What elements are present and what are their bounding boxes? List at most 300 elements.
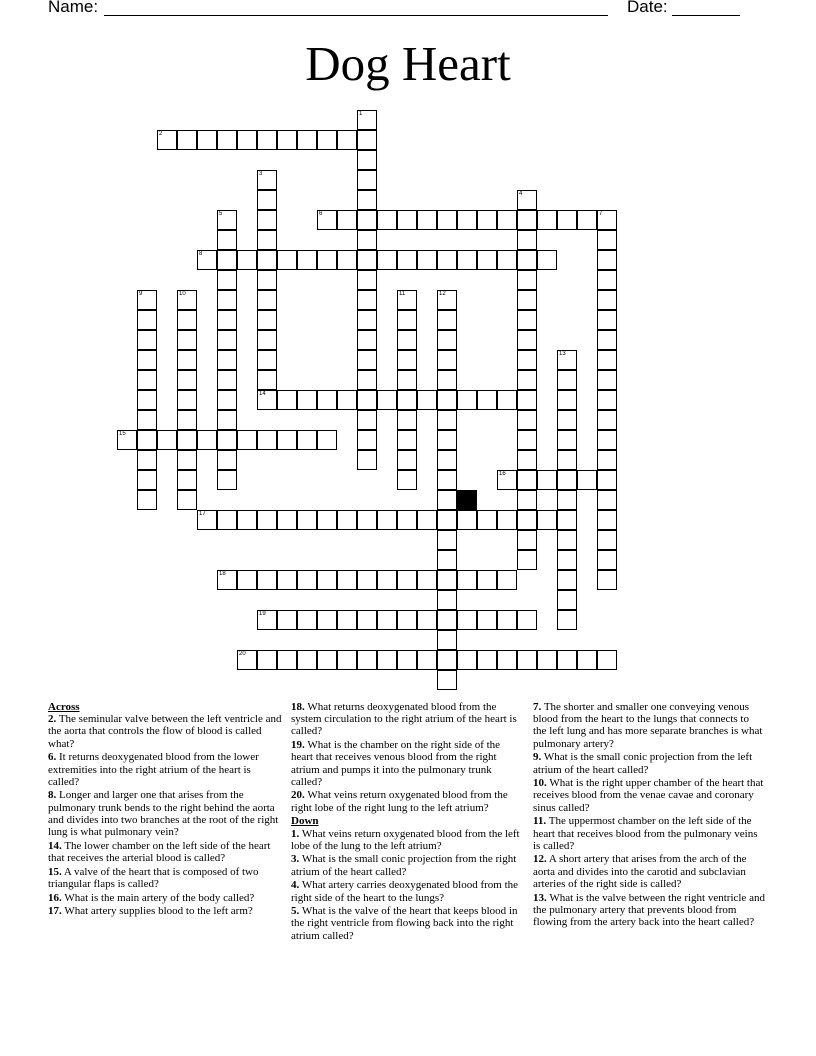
grid-cell[interactable] xyxy=(217,290,237,310)
grid-cell[interactable] xyxy=(137,430,157,450)
clue-number: 6. xyxy=(48,751,57,764)
down-clue xyxy=(533,853,765,890)
grid-cell[interactable] xyxy=(297,430,317,450)
grid-cell[interactable] xyxy=(357,450,377,470)
grid-cell[interactable] xyxy=(537,250,557,270)
clue-text: What veins return oxygenated blood from the right lobe of the right lung to the left atrium? xyxy=(291,789,508,814)
clue-text: What artery supplies blood to the left arm? xyxy=(64,905,253,918)
clue-text: What returns deoxygenated blood from the system circulation to the right atrium of the heart is called? xyxy=(291,701,517,738)
grid-cell[interactable] xyxy=(597,490,617,510)
grid-cell[interactable] xyxy=(537,650,557,670)
grid-cell[interactable] xyxy=(437,210,457,230)
grid-cell[interactable] xyxy=(277,390,297,410)
clue-number-label: 6 xyxy=(319,211,323,217)
grid-cell[interactable] xyxy=(517,210,537,230)
grid-cell[interactable] xyxy=(437,630,457,650)
grid-cell[interactable] xyxy=(597,350,617,370)
grid-cell[interactable] xyxy=(377,510,397,530)
grid-cell[interactable] xyxy=(397,350,417,370)
grid-cell[interactable] xyxy=(437,410,457,430)
grid-cell[interactable] xyxy=(397,650,417,670)
grid-cell[interactable] xyxy=(517,490,537,510)
grid-cell[interactable] xyxy=(377,570,397,590)
grid-cell[interactable] xyxy=(177,470,197,490)
grid-cell[interactable] xyxy=(217,390,237,410)
grid-cell[interactable] xyxy=(357,390,377,410)
grid-cell[interactable] xyxy=(257,510,277,530)
grid-cell[interactable] xyxy=(517,230,537,250)
grid-cell[interactable] xyxy=(557,510,577,530)
clue-text: What is the valve of the heart that keeps blood in the right ventricle from flowing back into the right atrium called? xyxy=(291,905,518,942)
grid-cell[interactable] xyxy=(517,650,537,670)
grid-cell[interactable] xyxy=(517,510,537,530)
grid-cell[interactable] xyxy=(437,290,457,310)
grid-cell[interactable] xyxy=(237,510,257,530)
grid-cell[interactable] xyxy=(597,570,617,590)
grid-cell[interactable] xyxy=(257,170,277,190)
grid-cell[interactable] xyxy=(597,470,617,490)
grid-cell[interactable] xyxy=(237,130,257,150)
clue-text: What is the valve between the right ventricle and the pulmonary artery that prevents blood from flowing from the artery back into the heart called? xyxy=(533,891,765,928)
grid-cell[interactable] xyxy=(257,330,277,350)
grid-cell[interactable] xyxy=(577,210,597,230)
clue-number: 3. xyxy=(291,853,300,866)
grid-cell[interactable] xyxy=(437,530,457,550)
grid-cell[interactable] xyxy=(417,210,437,230)
grid-cell[interactable] xyxy=(177,310,197,330)
grid-cell[interactable] xyxy=(297,610,317,630)
grid-cell[interactable] xyxy=(277,510,297,530)
grid-cell[interactable] xyxy=(317,430,337,450)
grid-cell[interactable] xyxy=(417,250,437,270)
grid-cell[interactable] xyxy=(217,330,237,350)
grid-cell[interactable] xyxy=(257,370,277,390)
grid-cell[interactable] xyxy=(557,490,577,510)
grid-cell[interactable] xyxy=(137,310,157,330)
grid-cell[interactable] xyxy=(217,370,237,390)
grid-cell[interactable] xyxy=(357,310,377,330)
grid-cell[interactable] xyxy=(577,470,597,490)
grid-cell[interactable] xyxy=(177,450,197,470)
grid-cell[interactable] xyxy=(397,310,417,330)
grid-cell[interactable] xyxy=(357,230,377,250)
grid-cell[interactable] xyxy=(237,570,257,590)
across-heading: Across xyxy=(48,701,80,713)
grid-cell[interactable] xyxy=(597,650,617,670)
grid-cell[interactable] xyxy=(497,570,517,590)
grid-cell[interactable] xyxy=(437,350,457,370)
grid-cell[interactable] xyxy=(417,610,437,630)
grid-cell[interactable] xyxy=(317,130,337,150)
grid-cell[interactable] xyxy=(157,430,177,450)
grid-cell[interactable] xyxy=(337,570,357,590)
grid-cell[interactable] xyxy=(537,470,557,490)
grid-cell[interactable] xyxy=(457,510,477,530)
grid-cell[interactable] xyxy=(557,610,577,630)
grid-cell[interactable] xyxy=(357,330,377,350)
grid-cell[interactable] xyxy=(557,430,577,450)
clue-number: 1. xyxy=(291,827,300,840)
grid-cell[interactable] xyxy=(497,470,517,490)
grid-cell[interactable] xyxy=(177,410,197,430)
grid-cell[interactable] xyxy=(297,570,317,590)
grid-cell[interactable] xyxy=(557,370,577,390)
grid-cell[interactable] xyxy=(497,610,517,630)
grid-cell[interactable] xyxy=(317,570,337,590)
grid-cell[interactable] xyxy=(257,290,277,310)
grid-cell[interactable] xyxy=(437,430,457,450)
grid-cell[interactable] xyxy=(257,390,277,410)
grid-cell[interactable] xyxy=(257,250,277,270)
grid-cell[interactable] xyxy=(497,510,517,530)
grid-cell[interactable] xyxy=(337,130,357,150)
grid-cell[interactable] xyxy=(357,110,377,130)
grid-cell[interactable] xyxy=(257,130,277,150)
clue-number: 13. xyxy=(533,891,547,904)
grid-cell[interactable] xyxy=(437,670,457,690)
grid-cell[interactable] xyxy=(337,250,357,270)
grid-cell[interactable] xyxy=(477,510,497,530)
grid-cell[interactable] xyxy=(557,450,577,470)
grid-cell[interactable] xyxy=(557,650,577,670)
grid-cell[interactable] xyxy=(517,310,537,330)
grid-cell[interactable] xyxy=(357,270,377,290)
grid-cell[interactable] xyxy=(337,650,357,670)
grid-cell[interactable] xyxy=(377,250,397,270)
grid-cell[interactable] xyxy=(517,410,537,430)
grid-cell[interactable] xyxy=(137,370,157,390)
grid-cell[interactable] xyxy=(437,590,457,610)
grid-cell[interactable] xyxy=(557,570,577,590)
grid-cell[interactable] xyxy=(597,290,617,310)
grid-cell[interactable] xyxy=(437,650,457,670)
grid-cell[interactable] xyxy=(477,210,497,230)
grid-cell[interactable] xyxy=(337,610,357,630)
grid-cell[interactable] xyxy=(517,350,537,370)
grid-cell[interactable] xyxy=(357,650,377,670)
grid-cell[interactable] xyxy=(277,610,297,630)
grid-cell[interactable] xyxy=(217,310,237,330)
grid-cell[interactable] xyxy=(397,330,417,350)
grid-cell[interactable] xyxy=(597,370,617,390)
grid-cell[interactable] xyxy=(517,470,537,490)
grid-cell[interactable] xyxy=(317,650,337,670)
grid-cell[interactable] xyxy=(397,250,417,270)
grid-cell[interactable] xyxy=(397,470,417,490)
grid-cell[interactable] xyxy=(357,610,377,630)
grid-cell[interactable] xyxy=(597,530,617,550)
grid-cell[interactable] xyxy=(117,430,137,450)
grid-cell[interactable] xyxy=(397,510,417,530)
grid-cell[interactable] xyxy=(317,390,337,410)
grid-cell[interactable] xyxy=(237,650,257,670)
clue-number: 5. xyxy=(291,905,300,918)
grid-cell[interactable] xyxy=(597,230,617,250)
grid-cell[interactable] xyxy=(437,610,457,630)
grid-cell[interactable] xyxy=(357,150,377,170)
grid-cell[interactable] xyxy=(457,650,477,670)
grid-cell[interactable] xyxy=(337,510,357,530)
grid-cell[interactable] xyxy=(517,530,537,550)
grid-cell[interactable] xyxy=(597,330,617,350)
grid-cell[interactable] xyxy=(237,430,257,450)
grid-cell[interactable] xyxy=(137,390,157,410)
grid-cell[interactable] xyxy=(277,650,297,670)
grid-cell[interactable] xyxy=(177,290,197,310)
grid-cell[interactable] xyxy=(397,430,417,450)
grid-cell[interactable] xyxy=(457,250,477,270)
grid-cell[interactable] xyxy=(217,230,237,250)
grid-cell[interactable] xyxy=(297,250,317,270)
grid-cell[interactable] xyxy=(557,210,577,230)
grid-cell[interactable] xyxy=(177,130,197,150)
grid-cell[interactable] xyxy=(357,410,377,430)
grid-cell[interactable] xyxy=(517,290,537,310)
clue-number: 9. xyxy=(533,751,542,764)
grid-cell[interactable] xyxy=(497,650,517,670)
grid-cell[interactable] xyxy=(537,210,557,230)
clues-column-3 xyxy=(533,701,765,930)
grid-cell[interactable] xyxy=(317,250,337,270)
grid-cell[interactable] xyxy=(217,210,237,230)
grid-cell[interactable] xyxy=(377,210,397,230)
grid-cell[interactable] xyxy=(257,610,277,630)
grid-cell[interactable] xyxy=(397,290,417,310)
grid-cell[interactable] xyxy=(477,570,497,590)
clue-number-label: 12 xyxy=(439,291,446,297)
grid-cell[interactable] xyxy=(497,390,517,410)
grid-cell[interactable] xyxy=(457,390,477,410)
grid-cell[interactable] xyxy=(197,510,217,530)
grid-cell[interactable] xyxy=(277,250,297,270)
page-title: Dog Heart xyxy=(305,36,511,91)
grid-cell[interactable] xyxy=(357,250,377,270)
grid-cell[interactable] xyxy=(557,550,577,570)
grid-cell[interactable] xyxy=(337,210,357,230)
grid-cell[interactable] xyxy=(557,470,577,490)
grid-cell[interactable] xyxy=(277,130,297,150)
grid-cell[interactable] xyxy=(437,310,457,330)
grid-cell[interactable] xyxy=(517,550,537,570)
grid-cell[interactable] xyxy=(177,430,197,450)
grid-cell[interactable] xyxy=(437,570,457,590)
grid-cell[interactable] xyxy=(257,650,277,670)
grid-cell[interactable] xyxy=(437,470,457,490)
grid-cell[interactable] xyxy=(397,610,417,630)
grid-cell[interactable] xyxy=(377,610,397,630)
grid-cell[interactable] xyxy=(357,570,377,590)
grid-cell[interactable] xyxy=(477,610,497,630)
grid-cell[interactable] xyxy=(477,650,497,670)
grid-cell[interactable] xyxy=(517,610,537,630)
grid-cell[interactable] xyxy=(357,350,377,370)
grid-cell[interactable] xyxy=(517,270,537,290)
grid-cell[interactable] xyxy=(217,250,237,270)
grid-cell[interactable] xyxy=(277,430,297,450)
grid-cell[interactable] xyxy=(397,370,417,390)
grid-cell[interactable] xyxy=(597,550,617,570)
grid-cell[interactable] xyxy=(197,430,217,450)
grid-cell[interactable] xyxy=(537,510,557,530)
grid-cell[interactable] xyxy=(437,330,457,350)
grid-cell[interactable] xyxy=(157,130,177,150)
grid-cell[interactable] xyxy=(377,650,397,670)
across-clue xyxy=(48,866,282,890)
grid-cell[interactable] xyxy=(597,270,617,290)
grid-cell[interactable] xyxy=(357,430,377,450)
clue-number-label: 11 xyxy=(399,291,406,297)
grid-cell[interactable] xyxy=(597,310,617,330)
grid-cell[interactable] xyxy=(437,390,457,410)
clue-text: What veins return oxygenated blood from the left lobe of the lung to the left atrium? xyxy=(291,827,520,852)
grid-cell[interactable] xyxy=(377,390,397,410)
clue-number: 2. xyxy=(48,713,57,726)
grid-cell[interactable] xyxy=(357,190,377,210)
grid-cell[interactable] xyxy=(257,230,277,250)
grid-cell[interactable] xyxy=(357,510,377,530)
grid-cell[interactable] xyxy=(597,250,617,270)
grid-cell[interactable] xyxy=(257,310,277,330)
grid-cell[interactable] xyxy=(557,590,577,610)
grid-cell[interactable] xyxy=(357,170,377,190)
grid-cell[interactable] xyxy=(437,550,457,570)
grid-cell[interactable] xyxy=(297,510,317,530)
grid-cell[interactable] xyxy=(397,570,417,590)
grid-cell[interactable] xyxy=(497,250,517,270)
clue-number: 8. xyxy=(48,789,57,802)
grid-cell[interactable] xyxy=(597,450,617,470)
grid-cell[interactable] xyxy=(357,210,377,230)
grid-cell[interactable] xyxy=(137,470,157,490)
grid-cell[interactable] xyxy=(397,390,417,410)
grid-cell[interactable] xyxy=(217,130,237,150)
grid-cell[interactable] xyxy=(217,410,237,430)
grid-cell[interactable] xyxy=(417,390,437,410)
grid-cell[interactable] xyxy=(257,210,277,230)
grid-cell[interactable] xyxy=(217,570,237,590)
clue-number: 4. xyxy=(291,879,300,892)
grid-cell[interactable] xyxy=(137,350,157,370)
grid-cell[interactable] xyxy=(217,510,237,530)
grid-cell[interactable] xyxy=(357,290,377,310)
clue-number-label: 9 xyxy=(139,291,143,297)
name-label: Name: xyxy=(48,0,99,16)
grid-cell[interactable] xyxy=(257,570,277,590)
grid-cell[interactable] xyxy=(497,210,517,230)
grid-cell[interactable] xyxy=(397,210,417,230)
grid-cell[interactable] xyxy=(597,510,617,530)
grid-cell[interactable] xyxy=(517,330,537,350)
grid-cell[interactable] xyxy=(517,450,537,470)
grid-cell[interactable] xyxy=(517,390,537,410)
grid-cell[interactable] xyxy=(357,130,377,150)
grid-cell[interactable] xyxy=(217,270,237,290)
grid-cell[interactable] xyxy=(317,510,337,530)
grid-cell[interactable] xyxy=(417,650,437,670)
clues-column-1 xyxy=(48,701,282,919)
clue-text: What is the right upper chamber of the heart that receives blood from the venae cavae and coronary sinus called? xyxy=(533,777,764,814)
grid-cell[interactable] xyxy=(517,250,537,270)
across-clue xyxy=(48,840,282,864)
grid-cell[interactable] xyxy=(517,190,537,210)
grid-cell[interactable] xyxy=(477,250,497,270)
clue-number-label: 4 xyxy=(519,191,523,197)
grid-cell[interactable] xyxy=(517,430,537,450)
grid-cell[interactable] xyxy=(437,490,457,510)
grid-cell[interactable] xyxy=(417,510,437,530)
grid-cell[interactable] xyxy=(557,350,577,370)
grid-cell[interactable] xyxy=(457,210,477,230)
grid-cell[interactable] xyxy=(557,410,577,430)
across-clue xyxy=(48,751,282,788)
grid-cell[interactable] xyxy=(437,450,457,470)
grid-cell[interactable] xyxy=(177,330,197,350)
grid-cell[interactable] xyxy=(297,130,317,150)
grid-cell[interactable] xyxy=(337,390,357,410)
grid-cell[interactable] xyxy=(397,450,417,470)
grid-cell[interactable] xyxy=(177,390,197,410)
grid-cell[interactable] xyxy=(257,190,277,210)
grid-cell[interactable] xyxy=(177,370,197,390)
grid-cell[interactable] xyxy=(397,410,417,430)
grid-cell[interactable] xyxy=(317,210,337,230)
grid-cell[interactable] xyxy=(597,430,617,450)
grid-cell[interactable] xyxy=(237,250,257,270)
grid-cell[interactable] xyxy=(597,390,617,410)
grid-cell[interactable] xyxy=(217,350,237,370)
grid-cell[interactable] xyxy=(257,430,277,450)
grid-cell[interactable] xyxy=(437,370,457,390)
clue-text: It returns deoxygenated blood from the lower extremities into the right atrium of the heart is called? xyxy=(48,751,259,788)
grid-cell[interactable] xyxy=(177,490,197,510)
grid-cell[interactable] xyxy=(137,410,157,430)
grid-cell[interactable] xyxy=(457,610,477,630)
grid-cell[interactable] xyxy=(137,290,157,310)
grid-cell[interactable] xyxy=(177,350,197,370)
grid-cell[interactable] xyxy=(197,130,217,150)
grid-cell[interactable] xyxy=(557,390,577,410)
grid-cell[interactable] xyxy=(217,450,237,470)
grid-cell[interactable] xyxy=(137,450,157,470)
clue-text: The shorter and smaller one conveying venous blood from the heart to the lungs that connects to the left lung and has more separate branches is what pulmonary artery? xyxy=(533,701,763,750)
grid-cell[interactable] xyxy=(597,210,617,230)
grid-cell[interactable] xyxy=(557,530,577,550)
grid-cell[interactable] xyxy=(137,490,157,510)
grid-cell[interactable] xyxy=(257,270,277,290)
clue-text: What is the small conic projection from the right atrium of the heart called? xyxy=(291,853,517,878)
grid-cell[interactable] xyxy=(437,250,457,270)
clue-number: 11. xyxy=(533,815,547,828)
grid-cell[interactable] xyxy=(137,330,157,350)
grid-cell[interactable] xyxy=(197,250,217,270)
across-clue xyxy=(48,905,282,917)
grid-cell[interactable] xyxy=(297,650,317,670)
grid-cell[interactable] xyxy=(457,570,477,590)
grid-cell[interactable] xyxy=(577,650,597,670)
grid-cell[interactable] xyxy=(297,390,317,410)
grid-cell[interactable] xyxy=(217,470,237,490)
grid-cell[interactable] xyxy=(437,510,457,530)
grid-cell[interactable] xyxy=(597,410,617,430)
grid-cell[interactable] xyxy=(477,390,497,410)
grid-cell[interactable] xyxy=(517,370,537,390)
grid-cell[interactable] xyxy=(417,570,437,590)
grid-cell[interactable] xyxy=(277,570,297,590)
grid-cell[interactable] xyxy=(317,610,337,630)
grid-cell[interactable] xyxy=(257,350,277,370)
grid-cell[interactable] xyxy=(217,430,237,450)
grid-cell[interactable] xyxy=(357,370,377,390)
